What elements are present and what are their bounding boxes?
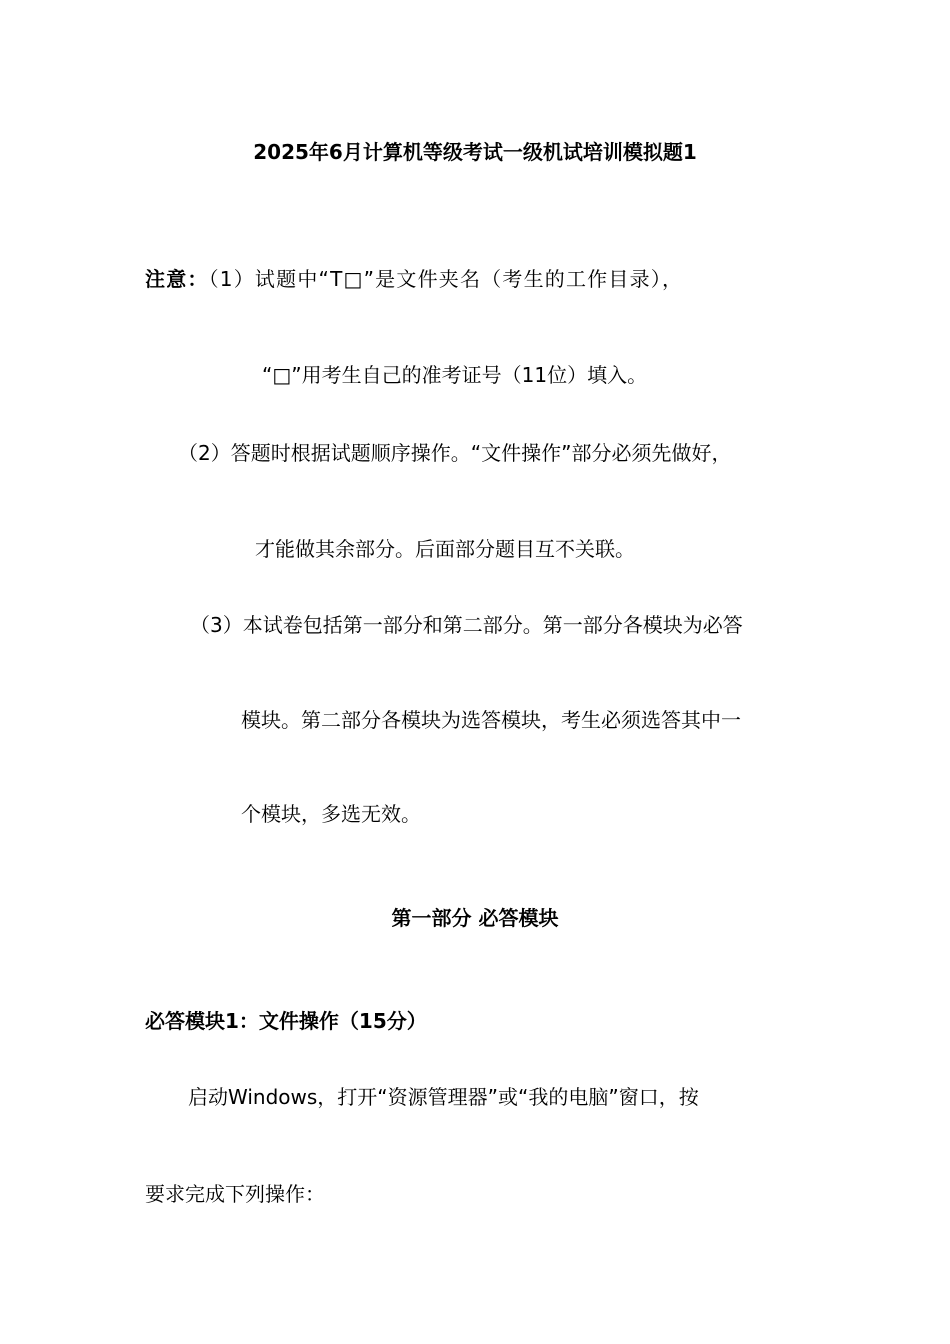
module1-paragraph-line1: 启动Windows，打开“资源管理器”或“我的电脑”窗口，按 <box>188 1085 699 1109</box>
notice-label: 注意： <box>145 267 209 291</box>
module1-heading: 必答模块1：文件操作（15分） <box>145 1009 427 1033</box>
notice-item2-line1: （2）答题时根据试题顺序操作。“文件操作”部分必须先做好， <box>178 441 732 465</box>
notice-item1-line1 <box>145 266 683 292</box>
notice-item2-line2: 才能做其余部分。后面部分题目互不关联。 <box>255 537 635 561</box>
module1-paragraph-line2: 要求完成下列操作： <box>145 1182 325 1206</box>
page-title: 2025年6月计算机等级考试一级机试培训模拟题1 <box>253 140 697 164</box>
notice-item3-line3: 个模块，多选无效。 <box>241 802 421 826</box>
notice-item3-line1: （3）本试卷包括第一部分和第二部分。第一部分各模块为必答 <box>190 613 743 637</box>
part1-heading: 第一部分 必答模块 <box>391 906 559 930</box>
notice-item1-line2: “□”用考生自己的准考证号（11位）填入。 <box>262 363 648 387</box>
notice-item3-line2: 模块。第二部分各模块为选答模块，考生必须选答其中一 <box>241 708 741 732</box>
notice-item1-text: （1）试题中“T□”是文件夹名（考生的工作目录）， <box>208 267 684 291</box>
